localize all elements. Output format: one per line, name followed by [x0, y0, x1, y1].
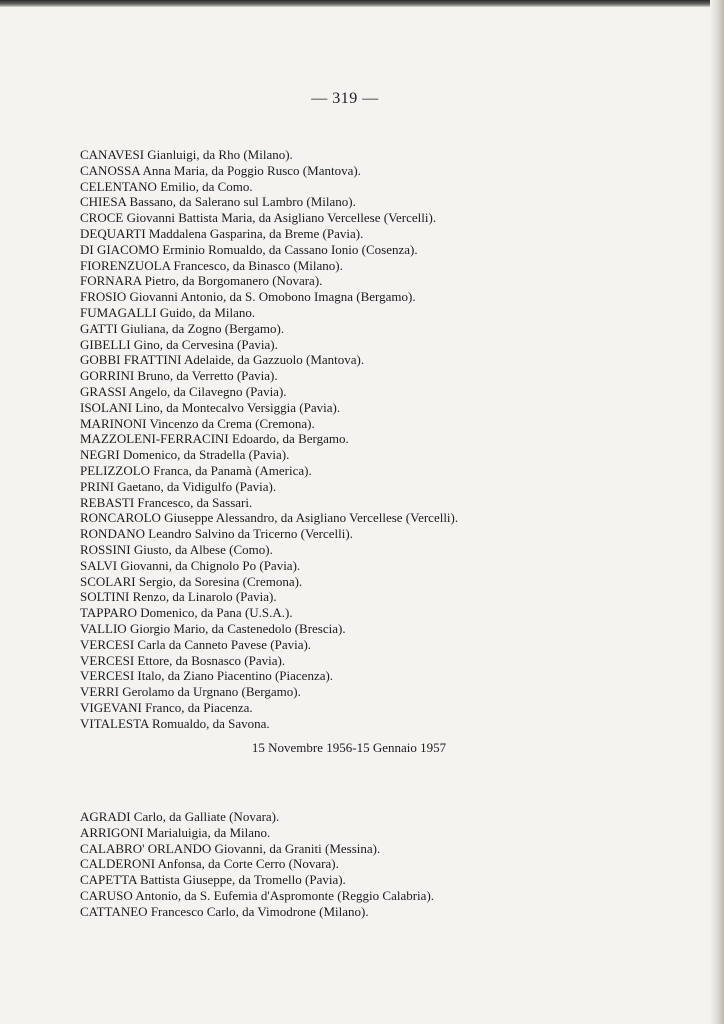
list-item: CANOSSA Anna Maria, da Poggio Rusco (Mantova). [80, 162, 361, 178]
list-item: SALVI Giovanni, da Chignolo Po (Pavia). [80, 557, 301, 573]
list-item: DI GIACOMO Erminio Romualdo, da Cassano Ionio (Cosenza). [80, 241, 418, 257]
list-item: CALABRO' ORLANDO Giovanni, da Graniti (Messina). [80, 840, 381, 856]
list-item: PELIZZOLO Franca, da Panamà (America). [80, 462, 312, 478]
list-item: CALDERONI Anfonsa, da Corte Cerro (Novara). [80, 856, 339, 872]
list-item: GATTI Giuliana, da Zogno (Bergamo). [80, 320, 285, 336]
page-number: — 319 — [311, 90, 379, 107]
list-item: ROSSINI Giusto, da Albese (Como). [80, 541, 273, 557]
list-item: CATTANEO Francesco Carlo, da Vimodrone (Milano). [80, 903, 369, 919]
list-item: ARRIGONI Marialuigia, da Milano. [80, 824, 271, 840]
list-item: CANAVESI Gianluigi, da Rho (Milano). [80, 147, 293, 162]
name-list-section-1 [80, 147, 680, 731]
list-item: VERCESI Italo, da Ziano Piacentino (Piacenza). [80, 668, 334, 684]
list-item: MAZZOLENI-FERRACINI Edoardo, da Bergamo. [80, 431, 349, 447]
list-item: PRINI Gaetano, da Vidigulfo (Pavia). [80, 478, 277, 494]
section-heading-date-range: 15 Novembre 1956-15 Gennaio 1957 [251, 740, 447, 755]
list-item: VIGEVANI Franco, da Piacenza. [80, 699, 253, 715]
list-item: ISOLANI Lino, da Montecalvo Versiggia (Pavia). [80, 399, 341, 415]
list-item: SOLTINI Renzo, da Linarolo (Pavia). [80, 589, 277, 605]
list-item: VITALESTA Romualdo, da Savona. [80, 715, 270, 731]
scan-right-edge [710, 0, 724, 1024]
list-item: CELENTANO Emilio, da Como. [80, 178, 253, 194]
list-item: GRASSI Angelo, da Cilavegno (Pavia). [80, 383, 287, 399]
list-item: GOBBI FRATTINI Adelaide, da Gazzuolo (Mantova). [80, 352, 365, 368]
list-item: RONDANO Leandro Salvino da Tricerno (Vercelli). [80, 526, 353, 542]
list-item: CARUSO Antonio, da S. Eufemia d'Aspromonte (Reggio Calabria). [80, 887, 435, 903]
name-list-section-2 [80, 809, 680, 920]
list-item: RONCAROLO Giuseppe Alessandro, da Asigliano Vercellese (Vercelli). [80, 510, 459, 526]
scan-top-edge [0, 0, 724, 7]
list-item: CAPETTA Battista Giuseppe, da Tromello (Pavia). [80, 872, 346, 888]
list-item: TAPPARO Domenico, da Pana (U.S.A.). [80, 605, 293, 621]
list-item: REBASTI Francesco, da Sassari. [80, 494, 253, 510]
list-item: CROCE Giovanni Battista Maria, da Asigliano Vercellese (Vercelli). [80, 210, 437, 226]
list-item: GORRINI Bruno, da Verretto (Pavia). [80, 368, 278, 384]
list-item: CHIESA Bassano, da Salerano sul Lambro (Milano). [80, 194, 356, 210]
list-item: VERCESI Ettore, da Bosnasco (Pavia). [80, 652, 286, 668]
list-item: VERCESI Carla da Canneto Pavese (Pavia). [80, 636, 312, 652]
list-item: FIORENZUOLA Francesco, da Binasco (Milano). [80, 257, 343, 273]
list-item: AGRADI Carlo, da Galliate (Novara). [80, 809, 280, 824]
list-item: DEQUARTI Maddalena Gasparina, da Breme (Pavia). [80, 225, 364, 241]
list-item: SCOLARI Sergio, da Soresina (Cremona). [80, 573, 303, 589]
list-item: VALLIO Giorgio Mario, da Castenedolo (Brescia). [80, 620, 346, 636]
list-item: NEGRI Domenico, da Stradella (Pavia). [80, 447, 290, 463]
list-item: MARINONI Vincenzo da Crema (Cremona). [80, 415, 315, 431]
list-item: VERRI Gerolamo da Urgnano (Bergamo). [80, 684, 301, 700]
list-item: FORNARA Pietro, da Borgomanero (Novara). [80, 273, 323, 289]
list-item: GIBELLI Gino, da Cervesina (Pavia). [80, 336, 278, 352]
list-item: FROSIO Giovanni Antonio, da S. Omobono Imagna (Bergamo). [80, 289, 416, 305]
list-item: FUMAGALLI Guido, da Milano. [80, 304, 256, 320]
